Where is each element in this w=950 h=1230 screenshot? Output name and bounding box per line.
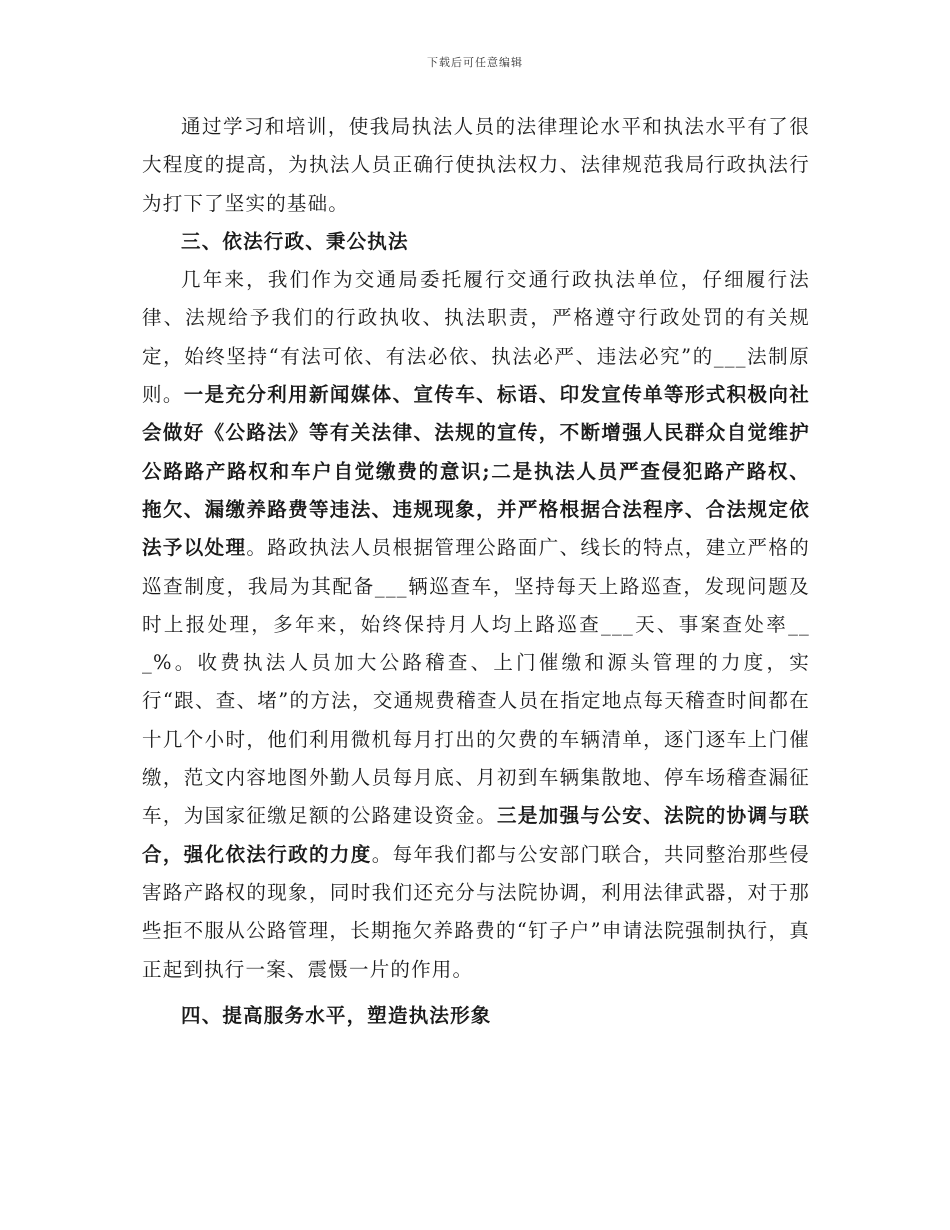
page-header-note: 下载后可任意编辑	[427, 56, 523, 69]
document-body	[142, 108, 810, 1035]
section-heading-4: 四、提高服务水平，塑造执法形象	[181, 1003, 492, 1027]
paragraph-2-patrol-details: 。路政执法人员根据管理公路面广、线长的特点，建立严格的巡查制度，我局为其配备___辆巡查车，坚持每天上路巡查，发现问题及时上报处理，多年来，始终保持月人均上路巡查___天、事案查处率___%。收费执法人员加大公路稽查、上门催缴和源头管理的力度，实行“跟、查、堵”的方法，交通规费稽查人员在指定地点每天稽查时间都在十几个小时，他们利用微机每月打出的欠费的车辆清单，逐门逐车上门催缴，范文内容地图外勤人员每月底、月初到车辆集散地、停车场稽查漏征车，为国家征缴足额的公路建设资金。	[142, 536, 810, 828]
paragraph-2-closing: 。每年我们都与公安部门联合，共同整治那些侵害路产路权的现象，同时我们还充分与法院协调，利用法律武器，对于那些拒不服从公路管理，长期拖欠养路费的“钉子户”申请法院强制执行，真正起到执行一案、震慑一片的作用。	[142, 842, 810, 981]
paragraph-2-bold-point-3: 三是加强与公安、法院的协调与联合，强化依法行政的力度	[142, 804, 810, 866]
paragraph-2-intro: 几年来，我们作为交通局委托履行交通行政执法单位，仔细履行法律、法规给予我们的行政执收、执法职责，严格遵守行政处罚的有关规定，始终坚持“有法可依、有法必依、执法必严、违法必究”的___法制原则。	[142, 268, 810, 407]
paragraph-2-bold-points: 一是充分利用新闻媒体、宣传车、标语、印发宣传单等形式积极向社会做好《公路法》等有关法律、法规的宣传，不断增强人民群众自觉维护公路路产路权和车户自觉缴费的意识;二是执法人员严查侵犯路产路权、拖欠、漏缴养路费等违法、违规现象，并严格根据合法程序、合法规定依法予以处理	[142, 383, 810, 560]
section-heading-3: 三、依法行政、秉公执法	[181, 229, 409, 253]
paragraph-training-results: 通过学习和培训，使我局执法人员的法律理论水平和执法水平有了很大程度的提高，为执法人员正确行使执法权力、法律规范我局行政执法行为打下了坚实的基础。	[142, 115, 810, 215]
paragraph-law-enforcement	[142, 261, 810, 989]
